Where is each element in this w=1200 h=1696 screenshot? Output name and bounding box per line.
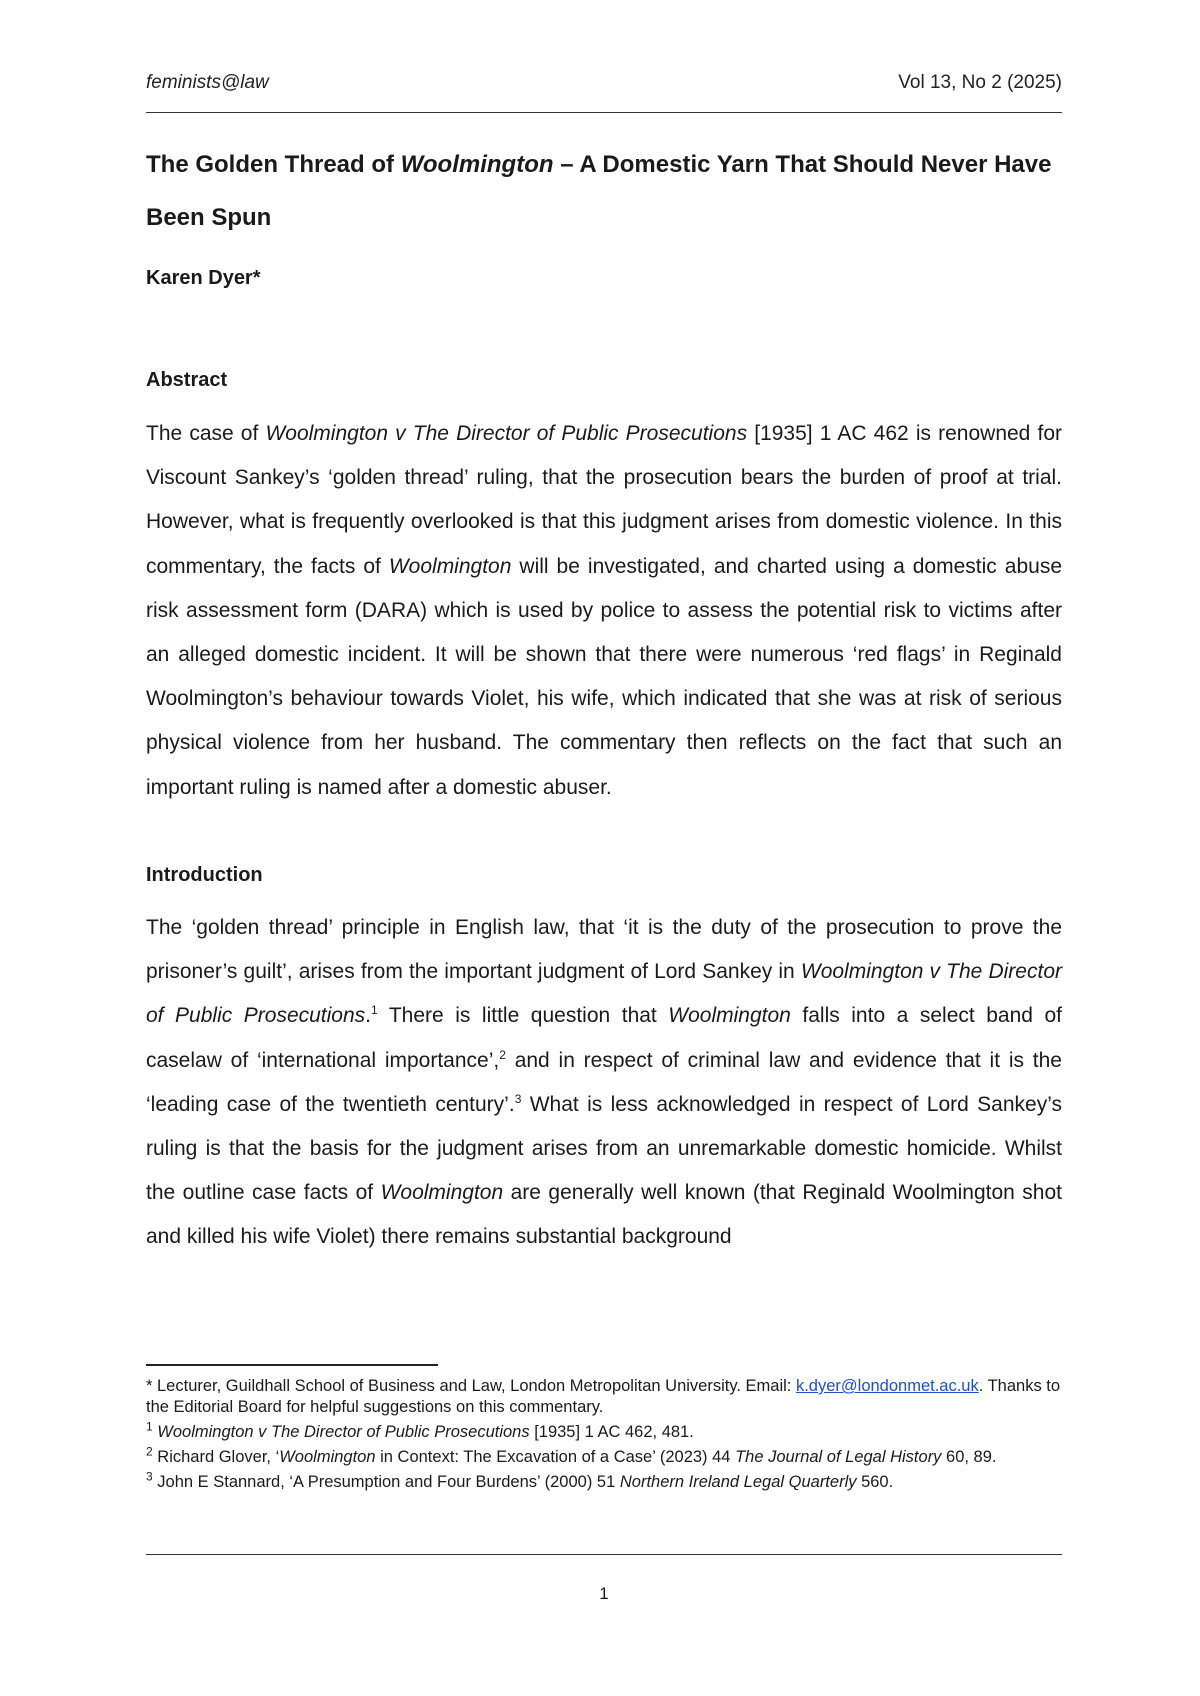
header-rule (146, 112, 1062, 113)
introduction-heading: Introduction (146, 864, 263, 886)
footer-rule (146, 1554, 1062, 1555)
footnote-separator (146, 1364, 438, 1366)
footnote-1: $^1$ Woolmington v The Director of Public Prosecutions [1935] 1 AC 462, 481. (146, 1419, 694, 1441)
abstract-heading: Abstract (146, 369, 228, 391)
footnote-3: $^3$ John E Stannard, ‘A Presumption and Four Burdens’ (2000) 51 Northern Ireland Legal Quarterly 560. (146, 1469, 894, 1491)
introduction-text: The ‘golden thread’ principle in English law, that ‘it is the duty of the prosecution to prove the prisoner’s guilt’, arises from the important judgment of Lord Sankey in Woolmington v The Director of Public Prosecutions.$^1$ There is little question that Woolmington falls into a select band of caselaw of ‘international importance’,$^2$ and in respect of criminal law and evidence that it is the ‘leading case of the twentieth century’.$^3$ What is less acknowledged in respect of Lord Sankey’s ruling is that the basis for the judgment arises from an unremarkable domestic homicide. Whilst the outline case facts of Woolmington are generally well known (that Reginald Woolmington shot and killed his wife Violet) there remains substantial background (146, 916, 1063, 1249)
author-name: Karen Dyer* (146, 267, 261, 289)
footnote-ref-3[interactable]: 3 (514, 1091, 522, 1106)
footnote-ref-1[interactable]: 1 (371, 1003, 378, 1018)
footnote-ref-2[interactable]: 2 (499, 1047, 506, 1062)
footnote-2: $^2$ Richard Glover, ‘Woolmington in Context: The Excavation of a Case’ (2023) 44 The Journal of Legal History 60, 89. (146, 1444, 997, 1466)
author-email-link[interactable]: k.dyer@londonmet.ac.uk (795, 1377, 979, 1395)
page-number: 1 (599, 1584, 609, 1603)
article-title: The Golden Thread of Woolmington – A Domestic Yarn That Should Never Have Been Spun (146, 151, 1052, 231)
journal-name: feminists@law (146, 72, 269, 93)
abstract-text: The case of Woolmington v The Director of Public Prosecutions [1935] 1 AC 462 is renowned for Viscount Sankey’s ‘golden thread’ ruling, that the prosecution bears the burden of proof at trial. However, what is frequently overlooked is that this judgment arises from domestic violence. In this commentary, the facts of Woolmington will be investigated, and charted using a domestic abuse risk assessment form (DARA) which is used by police to assess the potential risk to victims after an alleged domestic incident. It will be shown that there were numerous ‘red flags’ in Reginald Woolmington’s behaviour towards Violet, his wife, which indicated that she was at risk of serious physical violence from her husband. The commentary then reflects on the fact that such an important ruling is named after a domestic abuser. (146, 422, 1062, 799)
page (146, 0, 1062, 1696)
volume-issue: Vol 13, No 2 (2025) (898, 72, 1062, 93)
footnote-star: * Lecturer, Guildhall School of Business and Law, London Metropolitan University. Email: k.dyer@londonmet.ac.uk. Thanks to the Editorial Board for helpful suggestions on this commentary. (146, 1377, 1061, 1416)
footnotes (146, 1376, 1062, 1497)
